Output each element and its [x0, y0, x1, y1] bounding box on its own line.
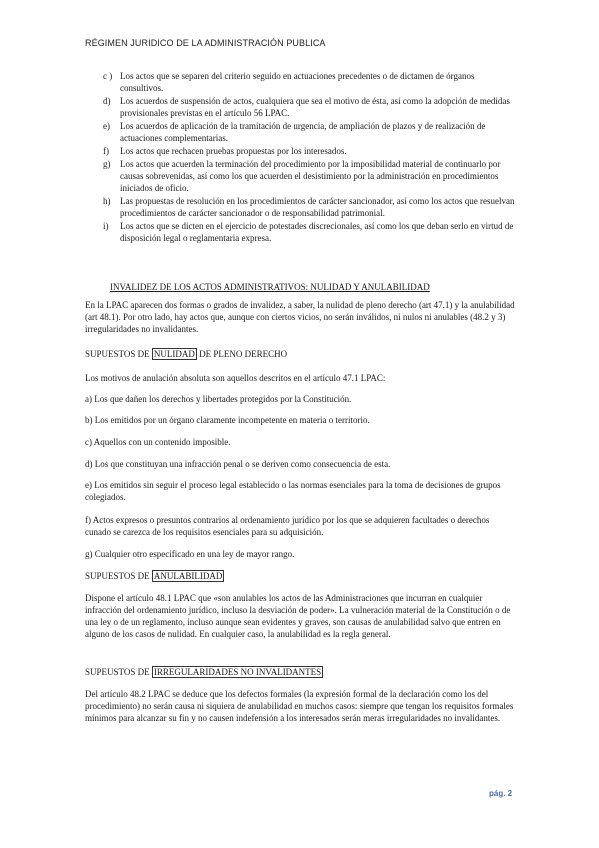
list-item	[85, 70, 515, 94]
heading-prefix: SUPEUSTOS DE	[85, 667, 152, 677]
heading-suffix: DE PLENO DERECHO	[196, 349, 288, 359]
list-item	[85, 158, 515, 194]
list-item	[85, 145, 515, 157]
boxed-term: ANULABILIDAD	[153, 571, 223, 581]
list-marker: c )	[103, 71, 113, 81]
list-item-text: Las propuestas de resolución en los procedimientos de carácter sancionador, así como los actos que resuelvan procedimientos de carácter sancionador o de responsabilidad patrimonial.	[120, 196, 515, 218]
nulidad-heading	[85, 348, 287, 360]
nulidad-item: c) Aquellos con un contenido imposible.	[85, 437, 231, 447]
nulidad-item: f) Actos expresos o presuntos contrarios al ordenamiento jurídico por los que se adquieren facultades o derechos cunado se carezca de los requisitos esenciales para su adquisición.	[85, 515, 490, 537]
nulidad-item: g) Cualquier otro especificado en una ley de mayor rango.	[85, 549, 295, 559]
acts-list	[85, 70, 515, 245]
list-item-text: Los actos que se separen del criterio seguido en actuaciones precedentes o de dictamen de órganos consultivos.	[120, 71, 475, 93]
list-item-text: Los acuerdos de suspensión de actos, cualquiera que sea el motivo de ésta, así como la adopción de medidas provisionales previstas en el artículo 56 LPAC.	[120, 96, 510, 118]
nulidad-item: b) Los emitidos por un órgano claramente incompetente en materia o territorio.	[85, 415, 370, 425]
list-marker: h)	[103, 196, 111, 206]
list-marker: f)	[103, 146, 109, 156]
heading-prefix: SUPUESTOS DE	[85, 349, 152, 359]
list-item	[85, 120, 515, 144]
irregularidades-paragraph: Del artículo 48.2 LPAC se deduce que los defectos formales (la expresión formal de la declaración como los del procedimiento) no serán causa ni siquiera de anulabilidad en muchos casos: siempre que tengan los requisitos formales mínimos para alcanzar su fin y no causen indefensión a los interesados serán meras irregularidades no invalidantes.	[85, 689, 514, 723]
section-title: INVALIDEZ DE LOS ACTOS ADMINISTRATIVOS: NULIDAD Y ANULABILIDAD	[110, 282, 430, 292]
boxed-term: NULIDAD	[153, 349, 195, 359]
running-header: RÉGIMEN JURIDICO DE LA ADMINISTRACIÓN PUBLICA	[85, 38, 326, 48]
page-number: pág. 2	[489, 789, 513, 798]
anulabilidad-heading	[85, 570, 224, 582]
intro-paragraph: En la LPAC aparecen dos formas o grados de invalidez, a saber, la nulidad de pleno derecho (art 47.1) y la anulabilidad (art 48.1). Por otro lado, hay actos que, aunque con ciertos vicios, no serán inválidos, ni nulos ni anulables (48.2 y 3) irregularidades no invalidantes.	[85, 300, 515, 334]
list-marker: i)	[103, 221, 109, 231]
nulidad-item: e) Los emitidos sin seguir el proceso legal establecido o las normas esenciales para la toma de decisiones de grupos colegiados.	[85, 480, 501, 502]
list-marker: e)	[103, 121, 110, 131]
irregularidades-heading	[85, 666, 323, 678]
list-marker: g)	[103, 159, 111, 169]
anulabilidad-paragraph: Dispone el artículo 48.1 LPAC que «son anulables los actos de las Administraciones que incurran en cualquier infracción del ordenamiento jurídico, incluso la desviación de poder». La vulneración material de la Constitución o de una ley o de un reglamento, incluso aunque sean evidentes y graves, son causas de anulabilidad salvo que entren en alguno de los casos de nulidad. En cualquier caso, la anulabilidad es la regla general.	[85, 593, 511, 639]
list-marker: d)	[103, 96, 111, 106]
list-item-text: Los actos que acuerden la terminación del procedimiento por la imposibilidad material de continuarlo por causas sobrevenidas, así como los que acuerden el desistimiento por la administración en procedimientos iniciados de oficio.	[120, 159, 501, 193]
list-item	[85, 220, 515, 244]
boxed-term: IRREGULARIDADES NO INVALIDANTES	[153, 667, 322, 677]
list-item-text: Los acuerdos de aplicación de la tramitación de urgencia, de ampliación de plazos y de realización de actuaciones complementarias.	[120, 121, 486, 143]
list-item	[85, 95, 515, 119]
list-item-text: Los actos que se dicten en el ejercicio de potestades discrecionales, así como los que deban serlo en virtud de disposición legal o reglamentaria expresa.	[120, 221, 514, 243]
list-item-text: Los actos que rechacen pruebas propuestas por los interesados.	[120, 146, 347, 156]
heading-prefix: SUPUESTOS DE	[85, 571, 152, 581]
nulidad-item: a) Los que dañen los derechos y libertades protegidos por la Constitución.	[85, 394, 352, 404]
nulidad-intro: Los motivos de anulación absoluta son aquellos descritos en el artículo 47.1 LPAC:	[85, 373, 386, 383]
nulidad-item: d) Los que constituyan una infracción penal o se deriven como consecuencia de esta.	[85, 459, 391, 469]
list-item	[85, 195, 515, 219]
